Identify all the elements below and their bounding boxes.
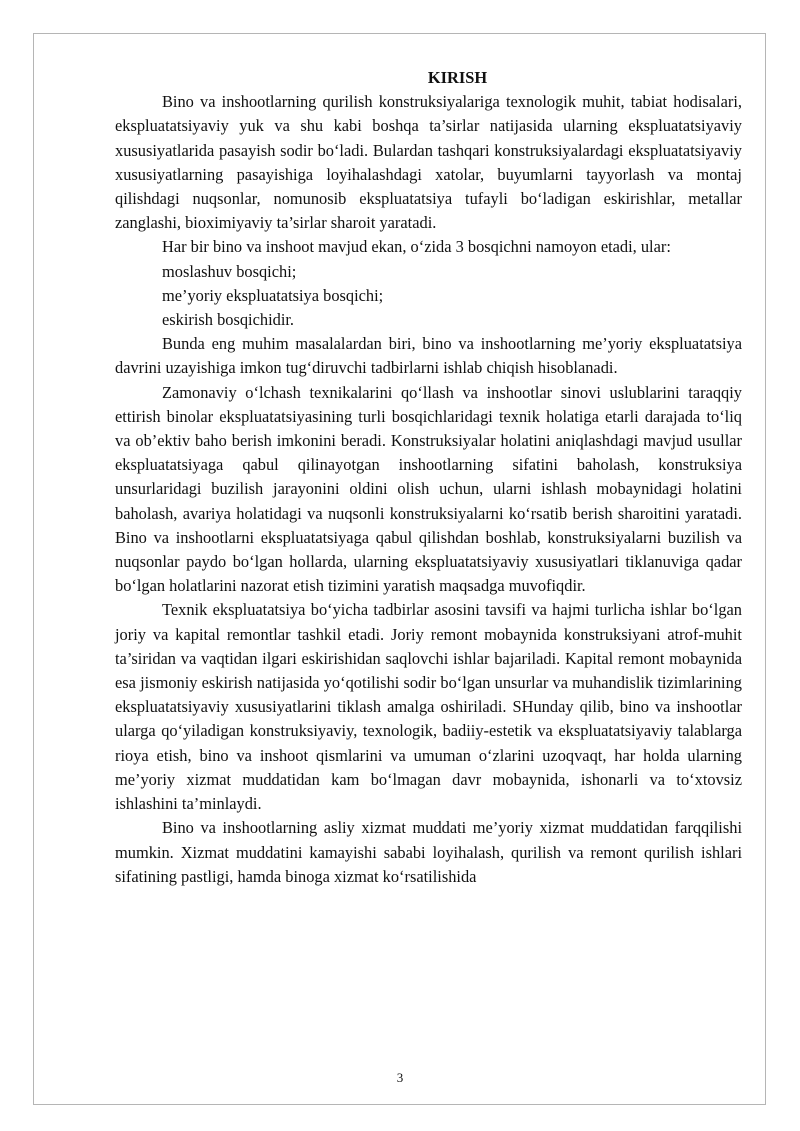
list-item-normative-operation: me’yoriy ekspluatatsiya bosqichi;	[162, 285, 384, 305]
document-body	[115, 66, 742, 889]
paragraph-technical-operation: Texnik ekspluatatsiya bo‘yicha tadbirlar asosini tavsifi va hajmi turlicha ishlar bo‘lgan joriy va kapital remontlar tashkil etadi. Joriy remont mobaynida konstruksiyani atrof-muhit ta’siridan va vaqtidan ilgari eskirishidan saqlovchi ishlar bajariladi. Kapital remont mobaynida esa jismoniy eskirish natijasida yo‘qotilishi sodir bo‘lgan unsurlar va muhandislik tizimlarining ekspluatatsiyaviy xususiyatlarini tiklash amalga oshiriladi. SHunday qilib, bino va inshootlar ularga qo‘yiladigan konstruksiyaviy, texnologik, badiiy-estetik va ekspluatatsiyaviy talablarga rioya etish, bino va inshoot qismlarini va umuman o‘zlarini uzoqvaqt, har holda ularning me’yoriy xizmat muddatidan kam bo‘lmagan davr mobaynida, ishonarli va to‘xtovsiz ishlashini ta’minlaydi.	[115, 600, 742, 814]
paragraph-important-task: Bunda eng muhim masalalardan biri, bino va inshootlarning me’yoriy ekspluatatsiya davrini uzayishiga imkon tug‘diruvchi tadbirlarni ishlab chiqish hisoblanadi.	[115, 334, 742, 378]
paragraph-stages: Har bir bino va inshoot mavjud ekan, o‘zida 3 bosqichni namoyon etadi, ular:	[162, 237, 671, 257]
document-title: KIRISH	[427, 68, 488, 87]
paragraph-intro: Bino va inshootlarning qurilish konstruksiyalariga texnologik muhit, tabiat hodisalari, ekspluatatsiyaviy yuk va shu kabi boshqa ta’sirlar natijasida ularning ekspluatatsiyaviy xususiyatlarida pasayish sodir bo‘ladi. Bulardan tashqari konstruksiyalardagi ekspluatatsiyaviy xususiyatlarning pasayishiga loyihalashdagi xatolar, buyumlarni tayyorlash va montaj qilishdagi nuqsonlar, nomunosib ekspluatatsiya tufayli bo‘ladigan eskirishlar, metallar zanglashi, bioximiyaviy ta’sirlar sharoit yaratadi.	[115, 92, 742, 233]
paragraph-modern-techniques: Zamonaviy o‘lchash texnikalarini qo‘llash va inshootlar sinovi uslublarini taraqqiy ettirish binolar ekspluatatsiyasining turli bosqichlaridagi texnik holatiga etarli darajada to‘liq va ob’ektiv baho berish imkonini beradi. Konstruksiyalar holatini aniqlashdagi mavjud usullar ekspluatatsiyaga qabul qilinayotgan inshootlarning sifatini baholash, konstruksiya unsurlaridagi buzilish jarayonini oldini olish uchun, ularni ishlash mobaynidagi holatini baholash, avariya holatidagi va nuqsonli konstruksiyalarni ko‘rsatib berish sharoitini yaratadi. Bino va inshootlarni ekspluatatsiyaga qabul qilishdan boshlab, konstruksiyalarni buzilish va nuqsonlar paydo bo‘lgan hollarda, ularning ekspluatatsiyaviy xususiyatlari tiklanuviga qadar bo‘lgan holatlarini nazorat etish tizimini yaratish maqsadga muvofiqdir.	[115, 382, 742, 596]
page-number: 3	[396, 1070, 404, 1085]
list-item-adaptation: moslashuv bosqichi;	[162, 261, 297, 281]
paragraph-service-life: Bino va inshootlarning asliy xizmat muddati me’yoriy xizmat muddatidan farqqilishi mumkin. Xizmat muddatini kamayishi sababi loyihalash, qurilish va remont qurilish ishlari sifatining pastligi, hamda binoga xizmat ko‘rsatilishida	[115, 818, 742, 886]
list-item-wear: eskirish bosqichidir.	[162, 310, 295, 330]
